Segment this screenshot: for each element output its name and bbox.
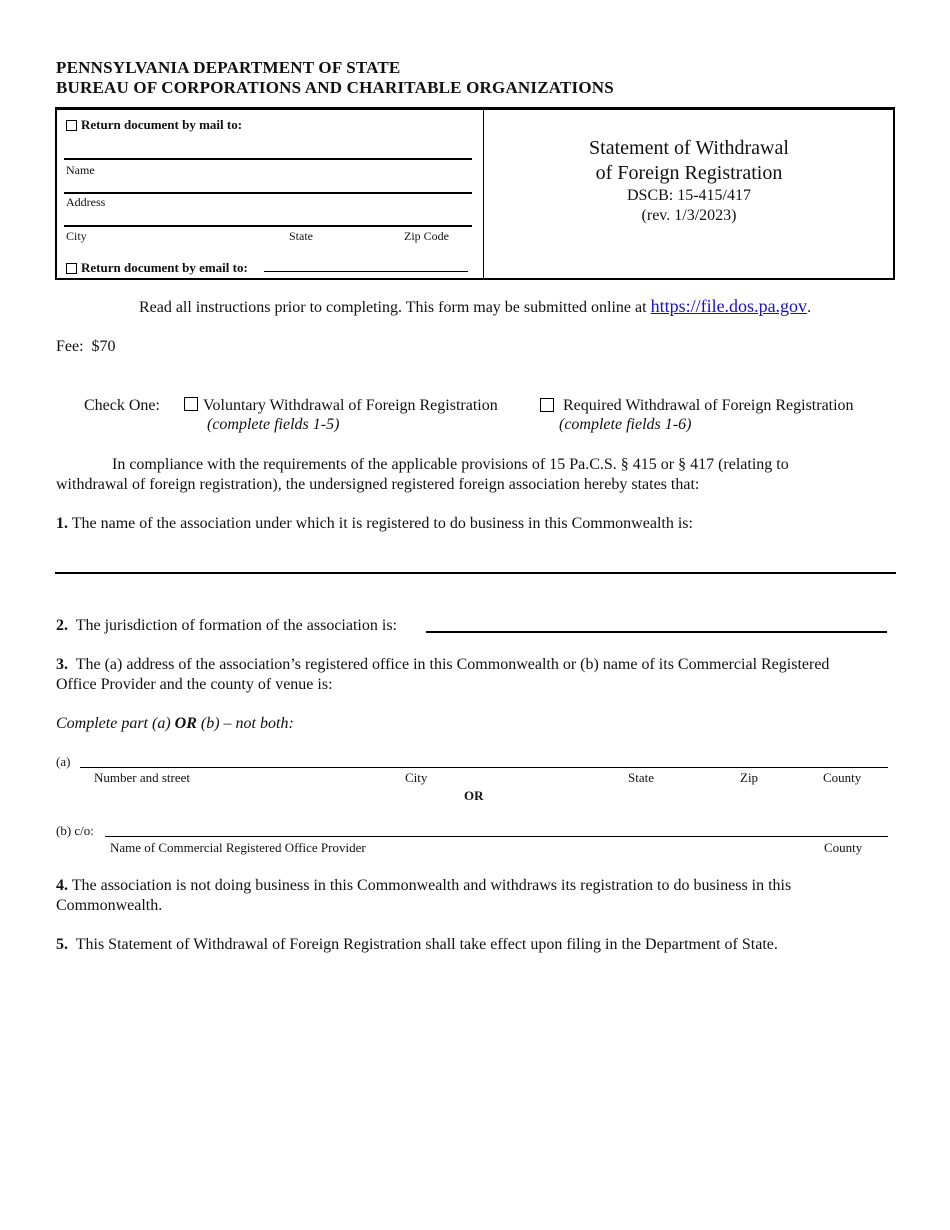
field-3-question-line2: Office Provider and the county of venue is: xyxy=(56,676,333,693)
field-1-number: 1. xyxy=(56,515,68,532)
compliance-line1: In compliance with the requirements of the applicable provisions of 15 Pa.C.S. § 415 or § 417 (relating to xyxy=(112,456,789,473)
return-mail-checkbox[interactable] xyxy=(66,120,77,131)
city-state-zip-line[interactable] xyxy=(64,225,472,227)
form-title-block xyxy=(482,136,896,226)
part-a-number-street-label: Number and street xyxy=(94,770,191,785)
part-a-county-label: County xyxy=(823,770,862,785)
not-both-text: (b) – not both: xyxy=(196,715,294,732)
return-email-label: Return document by email to: xyxy=(81,260,248,275)
form-revision: (rev. 1/3/2023) xyxy=(641,207,737,224)
part-b-county-label: County xyxy=(824,840,863,855)
part-a-zip-label: Zip xyxy=(740,770,759,785)
voluntary-withdrawal-checkbox[interactable] xyxy=(184,397,198,411)
complete-or-text: OR xyxy=(174,715,197,732)
field-5-statement xyxy=(56,935,778,955)
fee: Fee: $70 xyxy=(56,338,116,355)
address-label: Address xyxy=(66,195,106,209)
field-3-instructions xyxy=(56,714,294,734)
required-withdrawal-note: (complete fields 1-6) xyxy=(559,416,692,433)
field-2-text: The jurisdiction of formation of the association is: xyxy=(75,617,397,634)
field-2-number: 2. xyxy=(56,617,68,634)
city-label: City xyxy=(66,229,87,243)
field-5-text: This Statement of Withdrawal of Foreign Registration shall take effect upon filing in the Department of State. xyxy=(75,936,778,953)
part-b-provider-label: Name of Commercial Registered Office Provider xyxy=(110,840,366,855)
part-a-entry-line[interactable] xyxy=(80,767,888,768)
department-title: PENNSYLVANIA DEPARTMENT OF STATE xyxy=(56,58,401,77)
state-label: State xyxy=(289,229,313,243)
field-2-question xyxy=(56,616,397,636)
instructions xyxy=(0,296,950,318)
address-line[interactable] xyxy=(64,192,472,194)
email-line[interactable] xyxy=(264,271,468,272)
voluntary-withdrawal-note: (complete fields 1-5) xyxy=(207,416,340,433)
form-number: DSCB: 15-415/417 xyxy=(626,187,751,204)
field-1-question xyxy=(56,514,693,534)
part-a-city-label: City xyxy=(405,770,428,785)
return-mail-label: Return document by mail to: xyxy=(81,117,243,132)
name-line[interactable] xyxy=(64,158,472,160)
online-filing-link[interactable]: https://file.dos.pa.gov xyxy=(650,296,808,316)
compliance-line2: withdrawal of foreign registration), the undersigned registered foreign association hereby states that: xyxy=(56,476,700,493)
return-email-row xyxy=(66,259,248,277)
voluntary-withdrawal-label: Voluntary Withdrawal of Foreign Registration xyxy=(203,397,498,414)
field-3-question-line1 xyxy=(56,655,829,675)
field-4-line1 xyxy=(56,876,791,896)
part-b-entry-line[interactable] xyxy=(105,836,888,837)
return-mail-row xyxy=(66,116,242,134)
name-label: Name xyxy=(66,163,95,177)
form-title-line2: of Foreign Registration xyxy=(595,162,783,184)
field-2-entry-line[interactable] xyxy=(426,631,887,633)
instructions-period: . xyxy=(807,299,812,316)
field-4-text-line1: The association is not doing business in this Commonwealth and withdraws its registration to do business in this xyxy=(71,877,792,894)
field-1-entry-line[interactable] xyxy=(55,572,896,574)
bureau-title: BUREAU OF CORPORATIONS AND CHARITABLE ORGANIZATIONS xyxy=(56,78,614,97)
part-b-label: (b) c/o: xyxy=(56,823,94,838)
complete-part-text: Complete part (a) xyxy=(56,715,175,732)
check-one-label: Check One: xyxy=(84,397,160,414)
required-withdrawal-label: Required Withdrawal of Foreign Registration xyxy=(563,397,854,414)
or-separator: OR xyxy=(464,788,484,803)
part-a-state-label: State xyxy=(628,770,654,785)
required-withdrawal-checkbox[interactable] xyxy=(540,398,554,412)
field-5-number: 5. xyxy=(56,936,68,953)
field-4-line2: Commonwealth. xyxy=(56,897,163,914)
field-3-text-line1: The (a) address of the association’s registered office in this Commonwealth or (b) name of its Commercial Registered xyxy=(75,656,830,673)
field-1-text: The name of the association under which it is registered to do business in this Commonwealth is: xyxy=(71,515,693,532)
instructions-text: Read all instructions prior to completing. This form may be submitted online at xyxy=(138,299,647,316)
form-title-line1: Statement of Withdrawal xyxy=(589,137,789,159)
part-a-label: (a) xyxy=(56,754,71,769)
field-4-number: 4. xyxy=(56,877,68,894)
return-email-checkbox[interactable] xyxy=(66,263,77,274)
zip-code-label: Zip Code xyxy=(404,229,449,243)
field-3-number: 3. xyxy=(56,656,68,673)
